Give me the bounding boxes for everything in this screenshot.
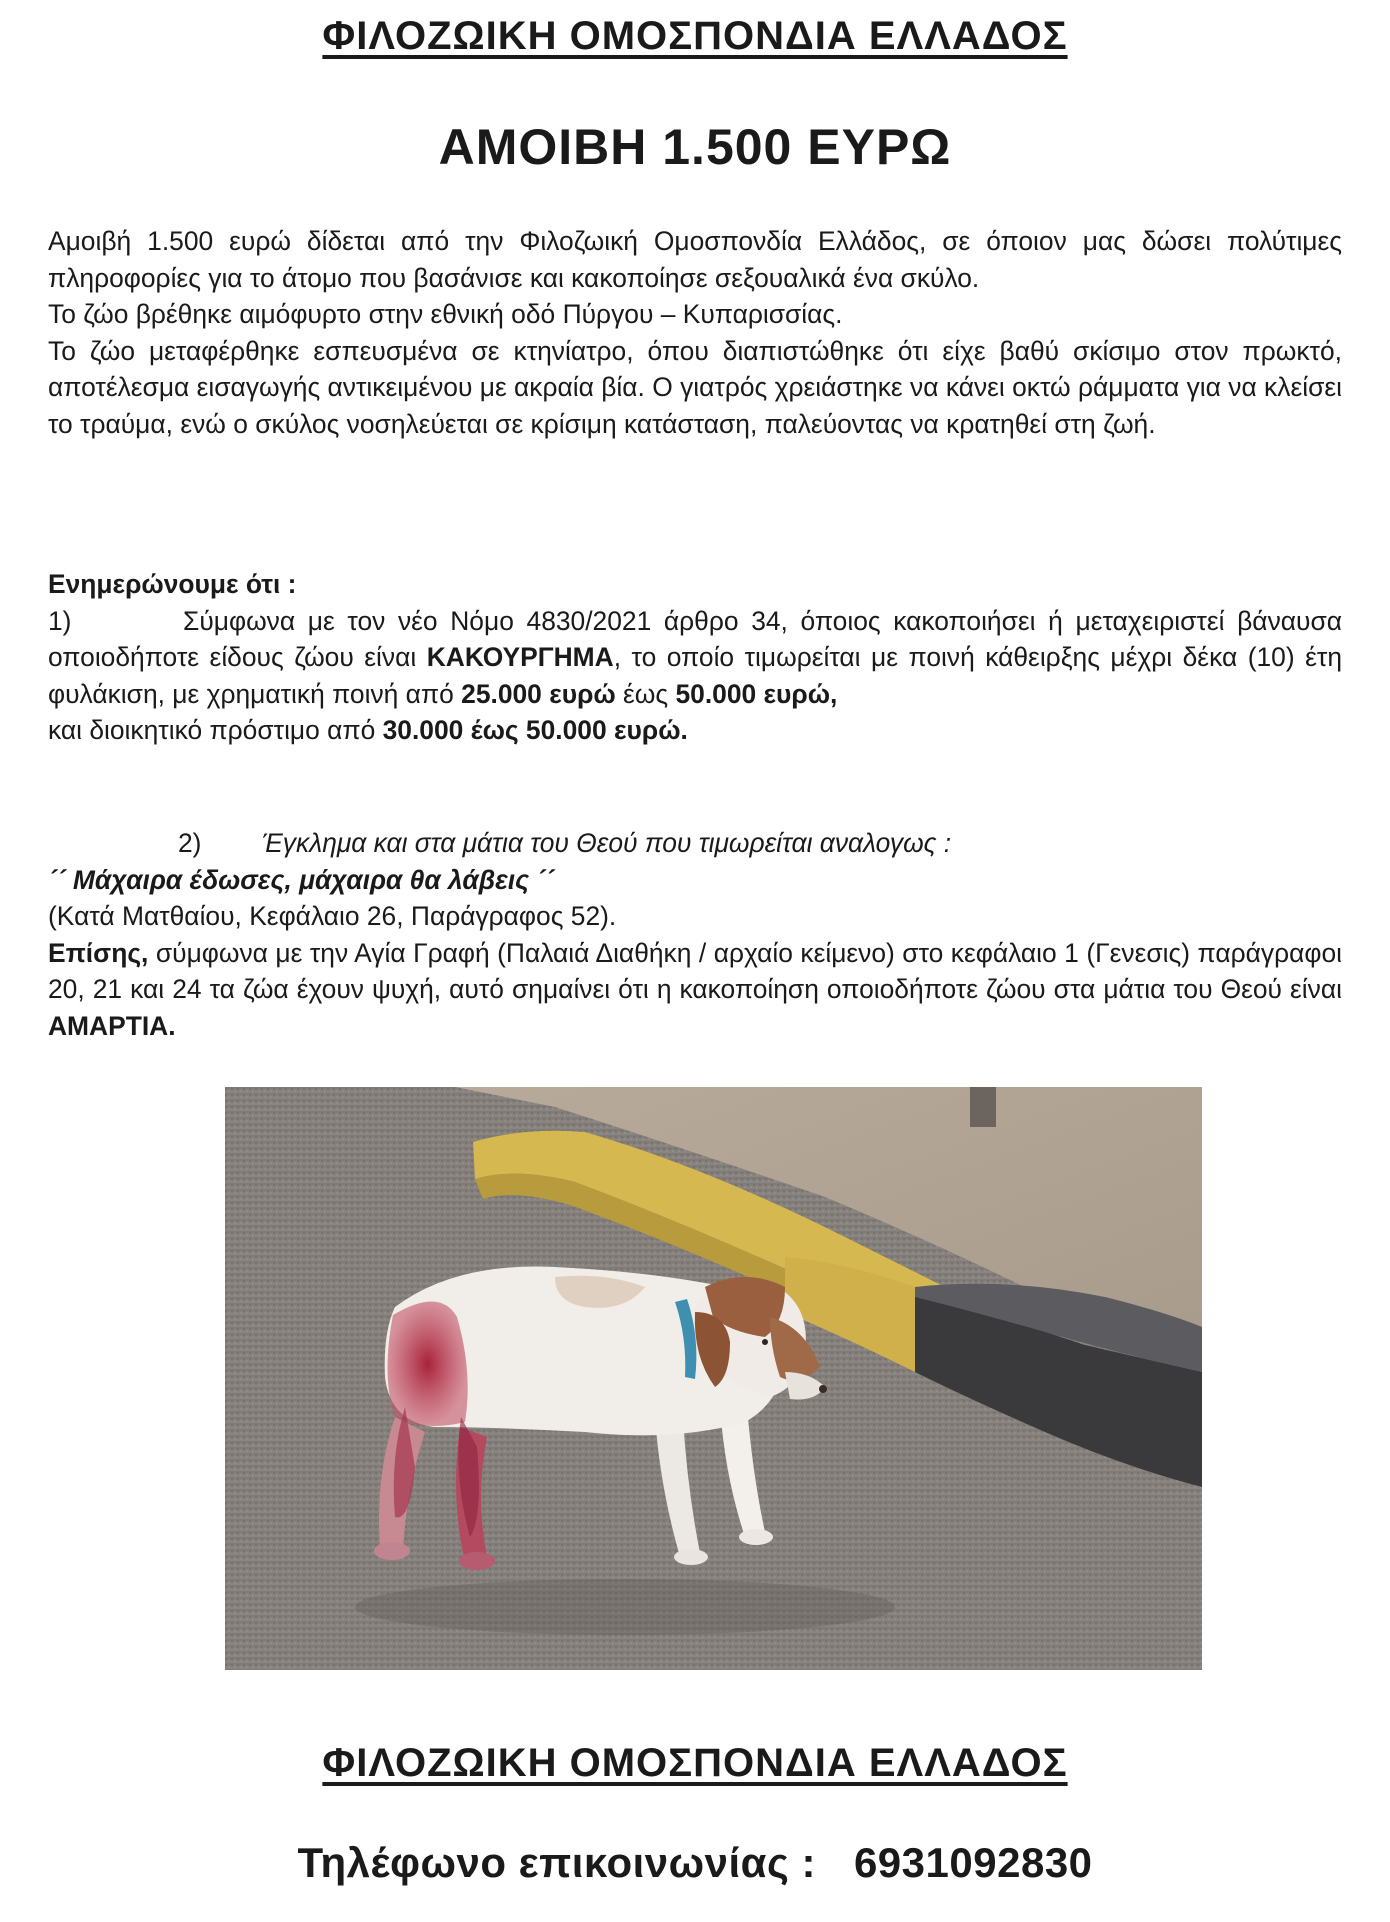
- admin-fine-amount: 30.000 έως 50.000 ευρώ.: [382, 715, 688, 745]
- also-label: Επίσης,: [48, 937, 149, 968]
- fine-min: 25.000 ευρώ: [461, 678, 616, 709]
- law-item-number: 1): [48, 605, 72, 636]
- scripture-quote: ´´ Μάχαιρα έδωσες, μάχαιρα θα λάβεις ´´: [48, 864, 555, 895]
- scripture-item-text: Έγκλημα και στα μάτια του Θεού που τιμωρείται αναλογως :: [262, 828, 952, 858]
- inform-section: [48, 566, 1342, 749]
- scripture-section: [48, 825, 1342, 1044]
- genesis-text: σύμφωνα με την Αγία Γραφή (Παλαιά Διαθήκη / αρχαίο κείμενο) στο κεφάλαιο 1 (Γενεσις) παράγραφοι 20, 21 και 24 τα ζώα έχουν ψυχή, αυτό σημαίνει ότι η κακοποίηση οποιοδήποτε ζώου στα μάτια του Θεού είναι: [48, 937, 1342, 1004]
- scripture-reference: (Κατά Ματθαίου, Κεφάλαιο 26, Παράγραφος 52).: [48, 901, 617, 931]
- felony-label: ΚΑΚΟΥΡΓΗΜΑ: [426, 642, 614, 672]
- intro-section: [48, 223, 1342, 442]
- law-text-c: έως: [615, 678, 676, 709]
- fine-max: 50.000 ευρώ,: [675, 678, 838, 709]
- intro-paragraph-2: Το ζώο βρέθηκε αιμόφυρτο στην εθνική οδό Πύργου – Κυπαρισσίας.: [48, 299, 843, 329]
- phone-label: Τηλέφωνο επικοινωνίας :: [297, 1839, 816, 1886]
- intro-paragraph-1: Αμοιβή 1.500 ευρώ δίδεται από την Φιλοζωική Ομοσπονδία Ελλάδος, σε όποιον μας δώσει πολύτιμες πληροφορίες για το άτομο που βασάνισε και κακοποίησε σεξουαλικά ένα σκύλο.: [48, 226, 1342, 293]
- genesis-paragraph: [48, 935, 1342, 1045]
- phone-number[interactable]: 6931092830: [853, 1839, 1093, 1886]
- sin-label: ΑΜΑΡΤΙΑ.: [48, 1010, 176, 1041]
- organization-title: ΦΙΛΟΖΩΙΚΗ ΟΜΟΣΠΟΝΔΙΑ ΕΛΛΑΔΟΣ: [322, 14, 1068, 58]
- law-text-b: , το οποίο τιμωρείται με ποινή κάθειρξης μέχρι δέκα (10) έτη φυλάκιση, με χρηματική ποινή από: [48, 642, 1343, 709]
- inform-heading: Ενημερώνουμε ότι :: [48, 569, 297, 599]
- law-item: [48, 603, 1342, 713]
- admin-fine-line: [48, 712, 1342, 749]
- scripture-item: [48, 825, 1342, 862]
- injured-dog-photo: [225, 1087, 1202, 1670]
- scripture-item-number: 2): [178, 828, 202, 858]
- contact-phone: [0, 1839, 1390, 1887]
- admin-fine-text: και διοικητικό πρόστιμο από: [48, 715, 383, 745]
- footer-organization-title: ΦΙΛΟΖΩΙΚΗ ΟΜΟΣΠΟΝΔΙΑ ΕΛΛΑΔΟΣ: [322, 1741, 1068, 1785]
- reward-heading: ΑΜΟΙΒΗ 1.500 ΕΥΡΩ: [438, 119, 952, 175]
- intro-paragraph-3: Το ζώο μεταφέρθηκε εσπευσμένα σε κτηνίατρο, όπου διαπιστώθηκε ότι είχε βαθύ σκίσιμο στον πρωκτό, αποτέλεσμα εισαγωγής αντικειμένου με ακραία βία. Ο γιατρός χρειάστηκε να κάνει οκτώ ράμματα για να κλείσει το τραύμα, ενώ ο σκύλος νοσηλεύεται σε κρίσιμη κατάσταση, παλεύοντας να κρατηθεί στη ζωή.: [48, 335, 1342, 439]
- law-text-a: Σύμφωνα με τον νέο Νόμο 4830/2021 άρθρο 34, όποιος κακοποιήσει ή μεταχειριστεί βάναυσα οποιοδήποτε είδους ζώου είναι: [48, 605, 1342, 672]
